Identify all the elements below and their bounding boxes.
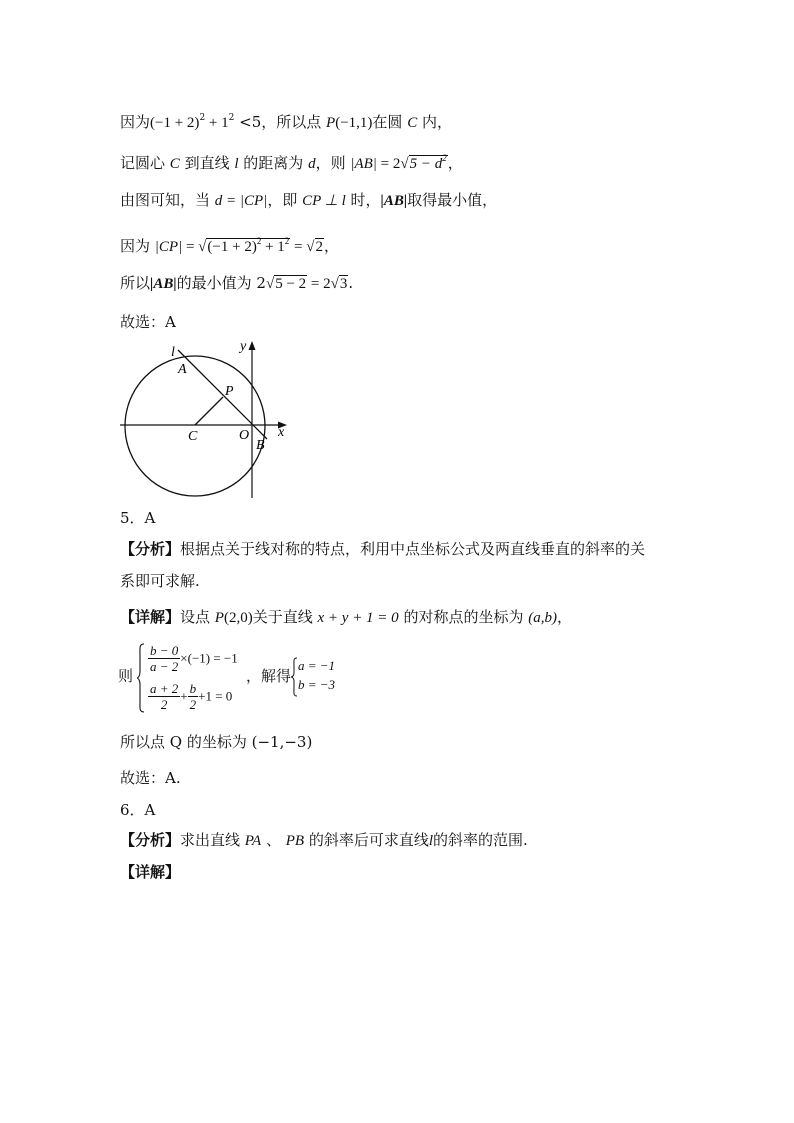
math: (−1 + 2) — [207, 239, 257, 255]
solution-brace — [290, 656, 298, 698]
section-tag: 【详解】 — [120, 608, 181, 626]
fraction — [188, 681, 199, 712]
label-o: O — [239, 428, 250, 443]
math-var: C — [169, 156, 180, 172]
line-13: 6．A — [120, 801, 156, 819]
text: 取得最小值， — [407, 191, 498, 209]
text: 关于直线 — [252, 608, 318, 626]
text: 、 — [261, 831, 286, 849]
radical-sign: √ — [198, 239, 207, 255]
solution — [298, 656, 335, 694]
text: 设点 — [180, 608, 215, 626]
line-12: 故选：A. — [120, 769, 181, 787]
text: 的最小值为 2 — [176, 274, 266, 292]
exponent: 2 — [442, 153, 447, 163]
fraction — [148, 643, 180, 674]
segment-cp — [195, 397, 223, 425]
text: 由图可知，当 — [120, 191, 215, 209]
math: |AB| — [380, 193, 408, 209]
text: ， — [556, 608, 572, 626]
jiede-label: ，解得 — [246, 667, 292, 685]
math: CP ⊥ l — [302, 193, 346, 209]
math: (−1,1) — [335, 115, 373, 131]
line-3 — [120, 190, 497, 211]
math: + — [180, 688, 188, 704]
math: = 2 — [307, 276, 331, 292]
solution-b: b = −3 — [298, 677, 336, 692]
math: ×(−1) = −1 — [180, 650, 238, 666]
section-tag: 【分析】 — [120, 540, 181, 558]
section-tag: 【分析】 — [120, 831, 181, 849]
exponent: 2 — [199, 113, 206, 123]
fraction — [148, 681, 180, 712]
left-brace — [136, 642, 146, 714]
math: (2,0) — [223, 610, 253, 626]
text: ， — [324, 237, 340, 255]
label-c: C — [188, 429, 198, 444]
math-var: l — [234, 156, 239, 172]
text: <5，所以点 — [234, 113, 327, 131]
numerator: a + 2 — [150, 681, 179, 696]
numerator: b − 0 — [150, 643, 179, 658]
line-9: 系即可求解. — [120, 572, 200, 590]
geometry-figure — [115, 338, 295, 503]
math: |AB| — [350, 156, 377, 172]
radicand: 3 — [339, 276, 348, 292]
line-2 — [120, 148, 463, 174]
label-b: B — [256, 438, 265, 453]
line-10 — [120, 607, 572, 628]
radical-sign: √ — [330, 276, 339, 292]
solution-a: a = −1 — [298, 658, 336, 673]
math: |CP| — [154, 239, 183, 255]
line-1 — [120, 108, 452, 133]
text: ，则 — [315, 154, 351, 172]
math: PA — [244, 833, 262, 849]
math: PB — [285, 833, 305, 849]
exponent: 2 — [284, 236, 290, 246]
label-a: A — [178, 362, 187, 377]
line-l — [178, 350, 267, 439]
radical-sign: √ — [400, 156, 409, 172]
denominator: 2 — [189, 697, 197, 712]
math: = — [290, 239, 307, 255]
label-y: y — [240, 339, 247, 354]
text: 的对称点的坐标为 — [398, 608, 529, 626]
math-var: C — [407, 115, 418, 131]
text: 求出直线 — [180, 831, 245, 849]
text: . — [348, 274, 354, 292]
math: d = |CP| — [214, 193, 268, 209]
line-5 — [120, 273, 353, 294]
text: 时， — [345, 191, 381, 209]
label-x: x — [278, 425, 285, 440]
math: + 1 — [261, 239, 285, 255]
math: = 2 — [376, 156, 401, 172]
math: +1 = 0 — [198, 688, 233, 704]
exponent: 2 — [256, 236, 262, 246]
radicand: 5 − 2 — [275, 276, 307, 292]
text: 的距离为 — [238, 154, 309, 172]
math: + 1 — [205, 115, 229, 131]
math-var: P — [214, 610, 224, 626]
text: ， — [447, 154, 463, 172]
radicand — [409, 155, 448, 172]
line-6: 故选：A — [120, 313, 176, 331]
label-p: P — [225, 384, 234, 399]
math: = — [182, 239, 199, 255]
math: 5 − d — [409, 156, 443, 172]
line-7: 5．A — [120, 509, 156, 527]
circle-c — [125, 356, 265, 496]
radicand — [206, 238, 290, 255]
math: x + y + 1 = 0 — [317, 610, 399, 626]
equation-1 — [148, 643, 238, 674]
math-var: l — [428, 833, 434, 849]
numerator: b — [189, 681, 197, 696]
math-var: P — [326, 115, 336, 131]
line-14 — [120, 830, 528, 851]
radical-sign: √ — [265, 276, 275, 292]
text: 因为 — [120, 113, 151, 131]
denominator: a − 2 — [150, 659, 179, 674]
radicand: 2 — [315, 239, 323, 255]
exponent: 2 — [228, 113, 235, 123]
math: (a,b) — [528, 610, 557, 626]
label-l: l — [171, 345, 175, 360]
ze-label: 则 — [118, 667, 134, 685]
line-11: 所以点 Q 的坐标为 (−1,−3) — [120, 733, 313, 751]
text: 的斜率的范围. — [433, 831, 528, 849]
text: 到直线 — [179, 154, 235, 172]
math: (−1 + 2) — [150, 115, 200, 131]
text: 记圆心 — [120, 154, 170, 172]
equation-2 — [148, 681, 232, 712]
line-4 — [120, 231, 339, 257]
text: 因为 — [120, 237, 155, 255]
math-var: d — [308, 156, 316, 172]
text: 根据点关于线对称的特点，利用中点坐标公式及两直线垂直的斜率的关 — [180, 540, 646, 558]
line-15: 【详解】 — [120, 863, 181, 881]
text: 内， — [417, 113, 452, 131]
text: ，即 — [267, 191, 303, 209]
line-8 — [120, 539, 645, 559]
math: |AB| — [150, 276, 177, 292]
radical-sign: √ — [306, 239, 315, 255]
y-axis-arrow — [249, 341, 256, 350]
text: 所以 — [120, 274, 151, 292]
text: 的斜率后可求直线 — [304, 831, 429, 849]
text: 在圆 — [372, 113, 408, 131]
denominator: 2 — [160, 697, 168, 712]
